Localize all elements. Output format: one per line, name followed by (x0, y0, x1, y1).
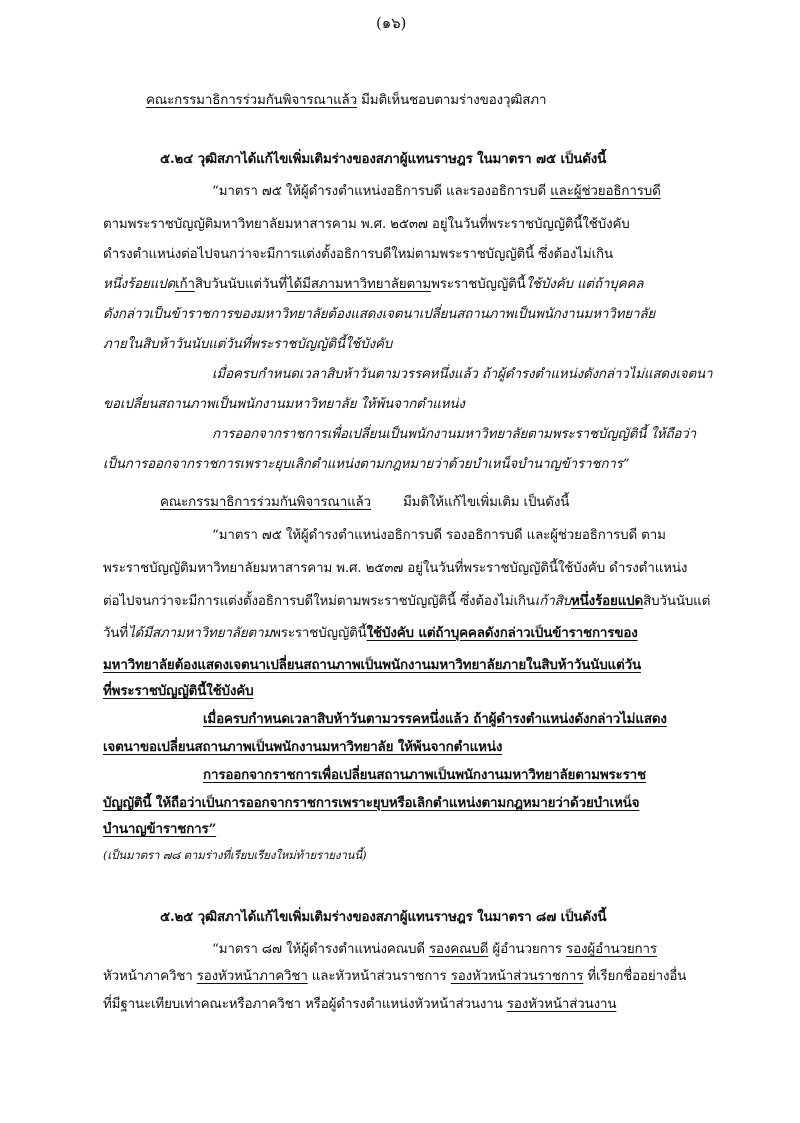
s3-para-7: เมื่อครบกำหนดเวลาสิบห้าวันตามวรรคหนึ่งแล้ว ถ้าผู้ดำรงตำแหน่งดังกล่าวไม่แสดง (203, 711, 667, 727)
s2-l4-inserted-2: ได้มีสภามหาวิทยาลัยตาม (287, 277, 432, 292)
section-5-25-heading: ๕.๒๕ วุฒิสภาได้แก้ไขเพิ่มเติมร่างของสภาผู้แทนราษฎร ในมาตรา ๘๗ เป็นดังนี้ (160, 909, 607, 925)
s4-line-1 (212, 941, 657, 959)
page-number: (๑๖) (376, 14, 407, 32)
s2-line-6: ภายในสิบห้าวันนับแต่วันที่พระราชบัญญัตินี้ใช้บังคับ (103, 337, 393, 352)
s3-para-2: พระราชบัญญัติมหาวิทยาลัยมหาสารคาม พ.ศ. ๒๕๓๗ อยู่ในวันที่พระราชบัญญัตินี้ใช้บังคับ ดำรงตำแหน่ง (103, 561, 688, 576)
s4-l1-underlined-2: รองผู้อำนวยการ (566, 942, 657, 957)
s4-l2-underlined-2: รองหัวหน้าส่วนราชการ (450, 969, 584, 984)
s2-l4-inserted: เก้า (175, 277, 195, 292)
s3-para-11: บำนาญข้าราชการ” (103, 821, 217, 837)
s3-p3-struck: เก้าสิบ (534, 594, 571, 609)
s3-para-8: เจตนาขอเปลี่ยนสถานภาพเป็นพนักงานมหาวิทยาลัย ให้พ้นจากตำแหน่ง (103, 739, 503, 755)
s2-l4-struck: หนึ่งร้อยแปด (103, 277, 176, 292)
s3-p3-text-2: สิบวันนับแต่ (643, 594, 711, 609)
s4-l2-text-2: และหัวหน้าส่วนราชการ (307, 969, 451, 984)
renumber-note: (เป็นมาตรา ๗๘ ตามร่างที่เรียบเรียงใหม่ท้ายรายงานนี้) (103, 848, 367, 862)
s4-l2-underlined: รองหัวหน้าภาควิชา (196, 969, 308, 984)
s3-p4-text-2: พระราชบัญญัตินี้ (272, 626, 367, 641)
s4-l1-underlined: รองคณบดี (428, 942, 489, 957)
s3-para-5: มหาวิทยาลัยต้องแสดงเจตนาเปลี่ยนสถานภาพเป็นพนักงานมหาวิทยาลัยภายในสิบห้าวันนับแต่วัน (103, 657, 641, 673)
s2-line-9: การออกจากราชการเพื่อเปลี่ยนเป็นพนักงานมหาวิทยาลัยตามพระราชบัญญัตินี้ ให้ถือว่า (212, 427, 697, 442)
s4-l1-text-2: ผู้อำนวยการ (488, 942, 567, 957)
s4-l1-text: “มาตรา ๘๗ ให้ผู้ดำรงตำแหน่งคณบดี (212, 942, 429, 957)
s2-l1-text: “มาตรา ๗๕ ให้ผู้ดำรงตำแหน่งอธิการบดี และรองอธิการบดี (212, 184, 551, 199)
s4-l2-text-3: ที่เรียกชื่ออย่างอื่น (583, 969, 687, 984)
s4-l3-text: ที่มีฐานะเทียบเท่าคณะหรือภาควิชา หรือผู้ดำรงตำแหน่งหัวหน้าส่วนงาน (103, 997, 507, 1012)
s2-line-2: ตามพระราชบัญญัติมหาวิทยาลัยมหาสารคาม พ.ศ. ๒๕๓๗ อยู่ในวันที่พระราชบัญญัตินี้ใช้บังคับ (103, 217, 630, 232)
s3-para-6: ที่พระราชบัญญัตินี้ใช้บังคับ (103, 683, 254, 699)
s2-line-10: เป็นการออกจากราชการเพราะยุบเลิกตำแหน่งตามกฎหมายว่าด้วยบำเหน็จบำนาญข้าราชการ” (103, 457, 630, 472)
s2-l1-underlined: และผู้ช่วยอธิการบดี (550, 184, 661, 199)
s3-para-4 (103, 624, 638, 643)
s4-line-3 (103, 996, 616, 1014)
s2-l4-text-2: พระราชบัญญัตินี้ (431, 277, 526, 292)
s3-p3-inserted: หนึ่งร้อยแปด (571, 593, 644, 609)
s3-para-3 (103, 592, 710, 611)
s2-line-8: ขอเปลี่ยนสถานภาพเป็นพนักงานมหาวิทยาลัย ให้พ้นจากตำแหน่ง (103, 397, 465, 412)
s3-p4-inserted: ใช้บังคับ แต่ถ้าบุคคลดังกล่าวเป็นข้าราชการของ (366, 625, 638, 641)
s3-p4-struck: ได้มีสภามหาวิทยาลัยตาม (128, 626, 273, 641)
committee-label: คณะกรรมาธิการร่วมกันพิจารณาแล้ว (146, 93, 357, 108)
s3-p3-text: ต่อไปจนกว่าจะมีการแต่งตั้งอธิการบดีใหม่ตามพระราชบัญญัตินี้ ซึ่งต้องไม่เกิน (103, 594, 535, 609)
s3-para-9: การออกจากราชการเพื่อเปลี่ยนสถานภาพเป็นพนักงานมหาวิทยาลัยตามพระราช (203, 767, 646, 783)
s4-l2-text: หัวหน้าภาควิชา (103, 969, 197, 984)
committee-label-2: คณะกรรมาธิการร่วมกันพิจารณาแล้ว (160, 495, 371, 510)
s2-line-1 (212, 183, 661, 201)
s4-line-2 (103, 968, 686, 986)
committee-resolution-2 (160, 494, 569, 512)
resolution-text-2: มีมติให้แก้ไขเพิ่มเติม เป็นดังนี้ (403, 495, 570, 510)
s3-p4-text: วันที่ (103, 626, 129, 641)
s2-line-5: ดังกล่าวเป็นข้าราชการของมหาวิทยาลัยต้องแสดงเจตนาเปลี่ยนสถานภาพเป็นพนักงานมหาวิทยาลัย (103, 307, 656, 322)
s4-l3-underlined: รองหัวหน้าส่วนงาน (506, 997, 617, 1012)
s2-l4-text: สิบวันนับแต่วันที่ (194, 277, 288, 292)
s2-line-7: เมื่อครบกำหนดเวลาสิบห้าวันตามวรรคหนึ่งแล้ว ถ้าผู้ดำรงตำแหน่งดังกล่าวไม่แสดงเจตนา (212, 367, 713, 382)
resolution-text: มีมติเห็นชอบตามร่างของวุฒิสภา (357, 93, 547, 108)
s3-para-1: “มาตรา ๗๕ ให้ผู้ดำรงตำแหน่งอธิการบดี รองอธิการบดี และผู้ช่วยอธิการบดี ตาม (212, 528, 666, 543)
s2-line-3: ดำรงตำแหน่งต่อไปจนกว่าจะมีการแต่งตั้งอธิการบดีใหม่ตามพระราชบัญญัตินี้ ซึ่งต้องไม่เกิน (103, 247, 613, 262)
section-5-24-heading: ๕.๒๔ วุฒิสภาได้แก้ไขเพิ่มเติมร่างของสภาผู้แทนราษฎร ในมาตรา ๗๕ เป็นดังนี้ (160, 151, 607, 167)
s2-line-4 (103, 276, 643, 294)
s3-para-10: บัญญัตินี้ ให้ถือว่าเป็นการออกจากราชการเพราะยุบหรือเลิกตำแหน่งตามกฎหมายว่าด้วยบำเหน็จ (103, 795, 640, 811)
s2-l4-struck-2: ใช้บังคับ แต่ถ้าบุคคล (525, 277, 644, 292)
committee-resolution-1 (146, 92, 546, 110)
